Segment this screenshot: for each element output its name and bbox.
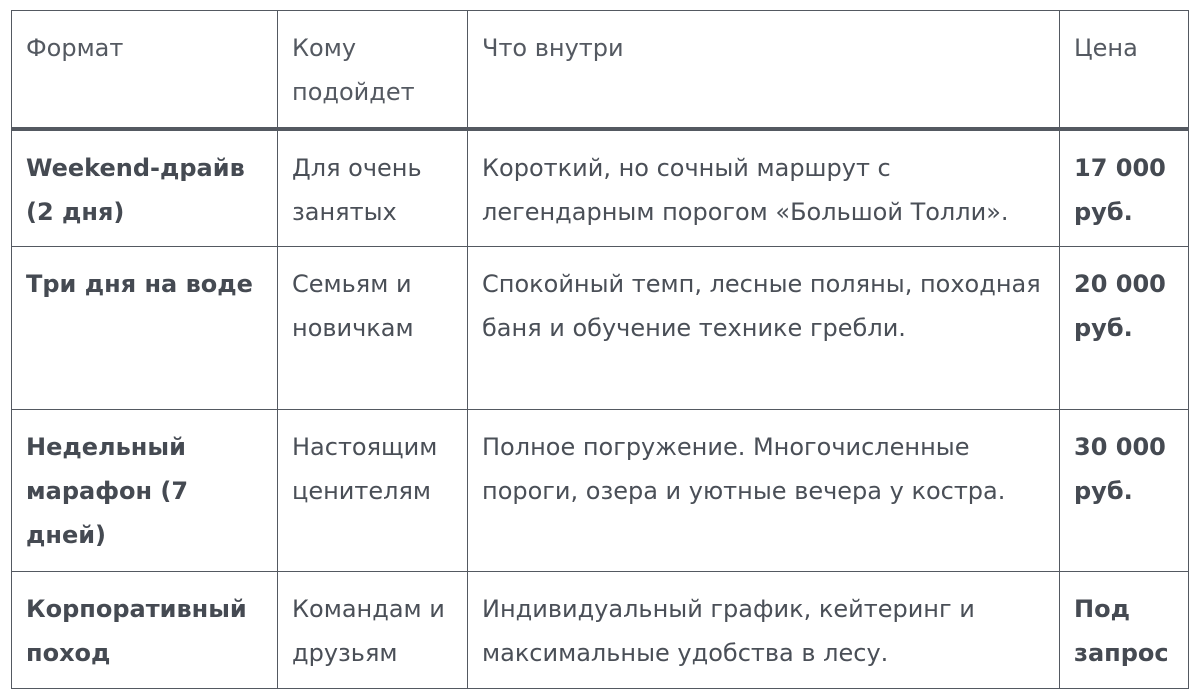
price-cell: 17 000 руб.	[1060, 129, 1189, 247]
header-row	[12, 11, 1189, 129]
description-cell: Спокойный темп, лесные поляны, походная баня и обучение технике гребли.	[468, 247, 1060, 410]
audience-cell: Для очень занятых	[278, 129, 468, 247]
price-cell: 20 000 руб.	[1060, 247, 1189, 410]
format-cell: Корпоративный поход	[12, 572, 278, 689]
table-row	[12, 410, 1189, 572]
price-cell: 30 000 руб.	[1060, 410, 1189, 572]
header-audience: Кому подойдет	[278, 11, 468, 129]
table-header	[12, 11, 1189, 129]
header-price: Цена	[1060, 11, 1189, 129]
format-cell: Недельный марафон (7 дней)	[12, 410, 278, 572]
tour-pricing-table	[11, 10, 1189, 689]
description-cell: Полное погружение. Многочисленные пороги, озера и уютные вечера у костра.	[468, 410, 1060, 572]
format-cell: Weekend-драйв (2 дня)	[12, 129, 278, 247]
audience-cell: Командам и друзьям	[278, 572, 468, 689]
price-cell: Под запрос	[1060, 572, 1189, 689]
table-row	[12, 247, 1189, 410]
audience-cell: Настоящим ценителям	[278, 410, 468, 572]
table-row	[12, 129, 1189, 247]
table-body	[12, 129, 1189, 689]
header-description: Что внутри	[468, 11, 1060, 129]
format-cell: Три дня на воде	[12, 247, 278, 410]
description-cell: Короткий, но сочный маршрут с легендарным порогом «Большой Толли».	[468, 129, 1060, 247]
description-cell: Индивидуальный график, кейтеринг и максимальные удобства в лесу.	[468, 572, 1060, 689]
audience-cell: Семьям и новичкам	[278, 247, 468, 410]
table-row	[12, 572, 1189, 689]
header-format: Формат	[12, 11, 278, 129]
